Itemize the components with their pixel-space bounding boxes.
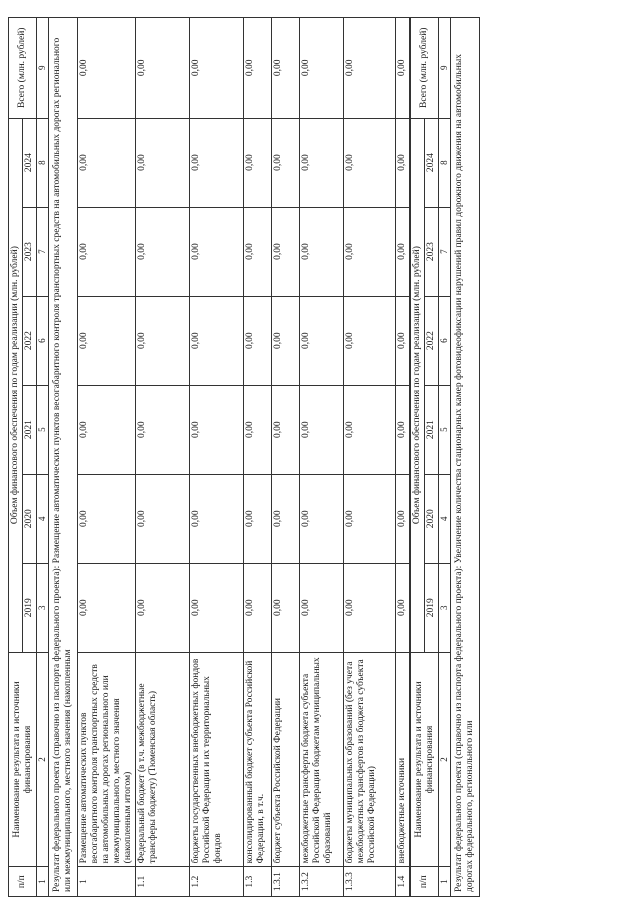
section2-title: Результат федерального проекта (справочно из паспорта федерального проекта): Увеличение количества стационарных камер фотовидеофиксации нарушений правил дорожного движения на автомобильных дорогах федерального, регионального или: [451, 18, 480, 897]
col-number: 1: [37, 867, 49, 897]
row-year-value: 0,00: [136, 207, 190, 296]
row-total-value: 0,00: [190, 18, 244, 119]
col-number: 9: [37, 18, 49, 119]
row-total-value: 0,00: [272, 18, 300, 119]
row-name: бюджеты государственных внебюджетных фондов Российской Федерации и их территориальных фондов: [190, 652, 244, 867]
row-name: бюджет субъекта Российской Федерации: [272, 652, 300, 867]
row-year-value: 0,00: [300, 118, 344, 207]
row-year-value: 0,00: [244, 296, 272, 385]
h2-year-2021: 2021: [425, 385, 439, 474]
row-index: 1: [78, 867, 136, 897]
col-number: 4: [37, 474, 49, 563]
table-header: [9, 18, 49, 897]
row-name: межбюджетные трансферты бюджета субъекта Российской Федерации бюджетам муниципальных образований: [300, 652, 344, 867]
section1-body: [49, 18, 410, 897]
h2-col-number: 7: [439, 207, 451, 296]
row-name: Федеральный бюджет (в т.ч. межбюджетные трансферы бюджету) (Тюменская область): [136, 652, 190, 867]
row-year-value: 0,00: [190, 296, 244, 385]
row-year-value: 0,00: [396, 118, 410, 207]
row-year-value: 0,00: [190, 118, 244, 207]
h2-col-number: 9: [439, 18, 451, 119]
row-total-value: 0,00: [396, 18, 410, 119]
row-year-value: 0,00: [396, 563, 410, 652]
h2-col-number: 5: [439, 385, 451, 474]
financing-table: [8, 17, 410, 897]
column-numbers-row: [37, 18, 49, 897]
row-year-value: 0,00: [244, 563, 272, 652]
col-number: 6: [37, 296, 49, 385]
col-number: 5: [37, 385, 49, 474]
row-year-value: 0,00: [136, 296, 190, 385]
row-year-value: 0,00: [272, 296, 300, 385]
row-year-value: 0,00: [244, 385, 272, 474]
row-year-value: 0,00: [300, 385, 344, 474]
row-year-value: 0,00: [78, 563, 136, 652]
table-row: [136, 18, 190, 897]
row-year-value: 0,00: [136, 385, 190, 474]
col-number: 3: [37, 563, 49, 652]
row-total-value: 0,00: [78, 18, 136, 119]
row-name: внебюджетные источники: [396, 652, 410, 867]
financing-table-repeat-header: [410, 17, 480, 897]
row-year-value: 0,00: [272, 118, 300, 207]
h2-col-number: 3: [439, 563, 451, 652]
row-year-value: 0,00: [78, 296, 136, 385]
header-volume-group: Объем финансового обеспечения по годам реализации (млн. рублей): [9, 118, 23, 652]
row-year-value: 0,00: [78, 474, 136, 563]
row-year-value: 0,00: [344, 474, 396, 563]
year-2020: 2020: [23, 474, 37, 563]
row-year-value: 0,00: [300, 207, 344, 296]
row-year-value: 0,00: [300, 563, 344, 652]
header2-total: Всего (млн. рублей): [411, 18, 439, 119]
row-year-value: 0,00: [396, 474, 410, 563]
h2-col-number: 8: [439, 118, 451, 207]
row-total-value: 0,00: [136, 18, 190, 119]
h2-year-2022: 2022: [425, 296, 439, 385]
row-year-value: 0,00: [300, 296, 344, 385]
row-year-value: 0,00: [272, 207, 300, 296]
row-year-value: 0,00: [272, 563, 300, 652]
row-year-value: 0,00: [136, 563, 190, 652]
h2-year-2023: 2023: [425, 207, 439, 296]
row-year-value: 0,00: [344, 563, 396, 652]
row-name: Размещение автоматических пунктов весогабаритного контроля транспортных средств на автомобильных дорогах регионального или межмуниципального, местного значения (накопленным итогом): [78, 652, 136, 867]
header2-volume-group: Объем финансового обеспечения по годам реализации (млн. рублей): [411, 118, 425, 652]
section1-title: Результат федерального проекта (справочно из паспорта федерального проекта): Размещение автоматических пунктов весогабаритного контроля транспортных средств на автомобильных дорогах регионального или межмуниципального, местного значения (накопленным: [49, 18, 78, 897]
h2-year-2024: 2024: [425, 118, 439, 207]
table-row: [190, 18, 244, 897]
header-num: п/п: [9, 867, 37, 897]
row-year-value: 0,00: [244, 474, 272, 563]
row-index: 1.4: [396, 867, 410, 897]
row-year-value: 0,00: [300, 474, 344, 563]
row-index: 1.2: [190, 867, 244, 897]
column-numbers-row-2: [439, 18, 451, 897]
row-year-value: 0,00: [190, 474, 244, 563]
row-year-value: 0,00: [344, 385, 396, 474]
row-index: 1.3.1: [272, 867, 300, 897]
header-total: Всего (млн. рублей): [9, 18, 37, 119]
row-year-value: 0,00: [190, 207, 244, 296]
table-row: [244, 18, 272, 897]
row-year-value: 0,00: [78, 118, 136, 207]
financing-table-frame: [8, 17, 480, 897]
header-name: Наименование результата и источники финансирования: [9, 652, 37, 867]
h2-col-number: 2: [439, 652, 451, 867]
row-year-value: 0,00: [244, 118, 272, 207]
row-index: 1.3: [244, 867, 272, 897]
h2-col-number: 6: [439, 296, 451, 385]
row-year-value: 0,00: [190, 385, 244, 474]
row-name: консолидированный бюджет субъекта Российской Федерации, в т.ч.: [244, 652, 272, 867]
row-year-value: 0,00: [272, 474, 300, 563]
table-row: [300, 18, 344, 897]
row-year-value: 0,00: [136, 118, 190, 207]
row-year-value: 0,00: [78, 207, 136, 296]
h2-col-number: 1: [439, 867, 451, 897]
row-year-value: 0,00: [344, 118, 396, 207]
col-number: 2: [37, 652, 49, 867]
row-year-value: 0,00: [396, 207, 410, 296]
table-row: [78, 18, 136, 897]
row-year-value: 0,00: [344, 207, 396, 296]
h2-col-number: 4: [439, 474, 451, 563]
row-year-value: 0,00: [244, 207, 272, 296]
row-year-value: 0,00: [136, 474, 190, 563]
row-year-value: 0,00: [396, 296, 410, 385]
header2-num: п/п: [411, 867, 439, 897]
row-year-value: 0,00: [272, 385, 300, 474]
year-2019: 2019: [23, 563, 37, 652]
header2-name: Наименование результата и источники финансирования: [411, 652, 439, 867]
row-total-value: 0,00: [344, 18, 396, 119]
row-year-value: 0,00: [190, 563, 244, 652]
table-row: [272, 18, 300, 897]
row-index: 1.1: [136, 867, 190, 897]
h2-year-2019: 2019: [425, 563, 439, 652]
row-year-value: 0,00: [396, 385, 410, 474]
table-row: [344, 18, 396, 897]
year-2021: 2021: [23, 385, 37, 474]
row-total-value: 0,00: [244, 18, 272, 119]
h2-year-2020: 2020: [425, 474, 439, 563]
row-index: 1.3.3: [344, 867, 396, 897]
col-number: 7: [37, 207, 49, 296]
row-year-value: 0,00: [78, 385, 136, 474]
year-2024: 2024: [23, 118, 37, 207]
col-number: 8: [37, 118, 49, 207]
row-total-value: 0,00: [300, 18, 344, 119]
year-2023: 2023: [23, 207, 37, 296]
row-year-value: 0,00: [344, 296, 396, 385]
year-2022: 2022: [23, 296, 37, 385]
row-index: 1.3.2: [300, 867, 344, 897]
table-row: [396, 18, 410, 897]
row-name: бюджеты муниципальных образований (без учета межбюджетных трансфертов из бюджета субъекта Российской Федерации): [344, 652, 396, 867]
